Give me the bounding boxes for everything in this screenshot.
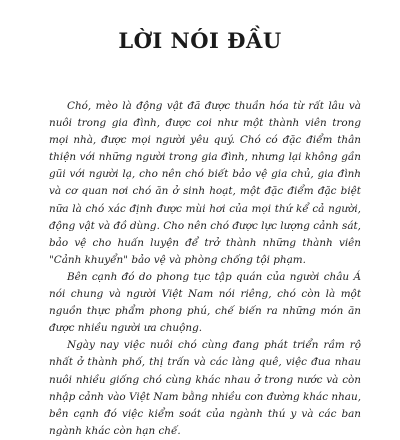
body-text — [49, 98, 361, 440]
paragraph-1: Chó, mèo là động vật đã được thuần hóa từ rất lâu và nuôi trong gia đình, được coi như một thành viên trong mọi nhà, được mọi người yêu quý. Chó có đặc điểm thân thiện với những người trong gia đình, nhưng lại không gần gũi với người lạ, cho nên chó biết bảo vệ gia chủ, gia đình và cơ quan nơi chó ăn ở sinh hoạt, một đặc điểm đặc biệt nữa là chó xác định được mùi hơi của mọi thứ kể cả người, động vật và đồ dùng. Cho nên chó được lực lượng cảnh sát, bảo vệ cho huấn luyện để trở thành những thành viên "Cảnh khuyển" bảo vệ và phòng chống tội phạm. — [49, 100, 361, 266]
paragraph-2: Bên cạnh đó do phong tục tập quán của người châu Á nói chung và người Việt Nam nói riêng, chó còn là một nguồn thực phẩm phong phú, chế biến ra những món ăn được nhiều người ưa chuộng. — [49, 270, 361, 335]
paragraph-3: Ngày nay việc nuôi chó cùng đang phát triển rầm rộ nhất ở thành phố, thị trấn và các làng quê, việc đua nhau nuôi nhiều giống chó cùng khác nhau ở trong nước và còn nhập cảnh vào Việt Nam bằng nhiều con đường khác nhau, bên cạnh đó việc kiểm soát của ngành thú y và các ban ngành khác còn hạn chế. — [49, 339, 361, 437]
page-title: LỜI NÓI ĐẦU — [118, 28, 282, 53]
